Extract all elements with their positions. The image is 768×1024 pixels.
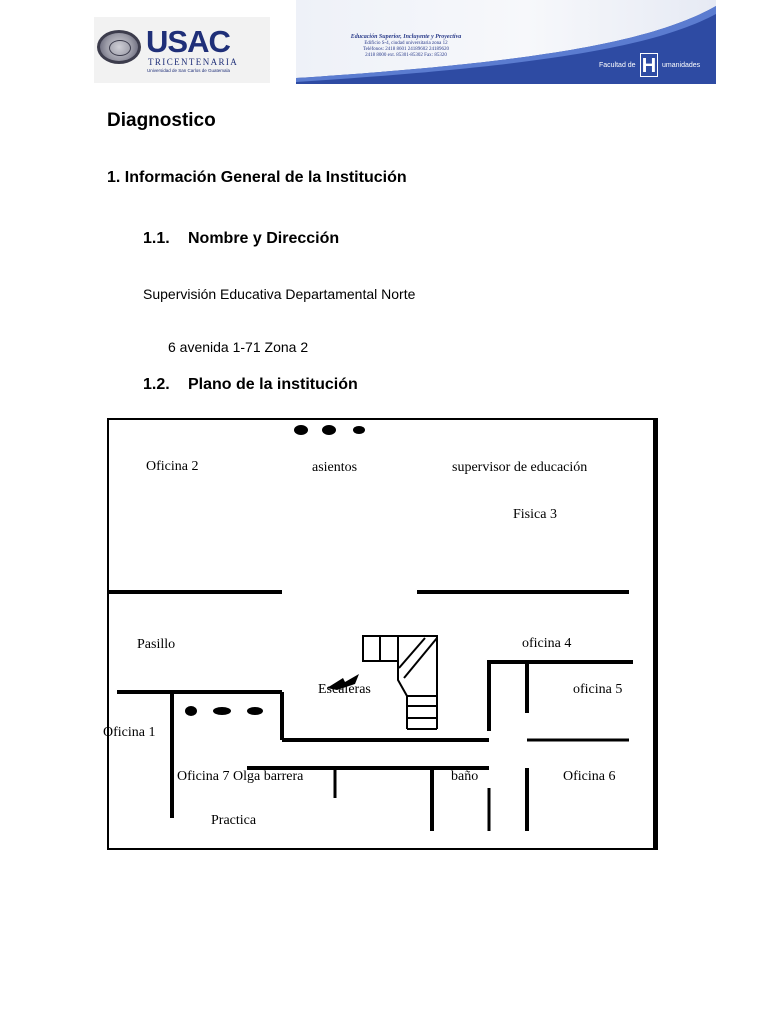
room-label-supervisor: supervisor de educación [452,460,588,475]
document-title: Diagnostico [107,110,216,131]
seat-dot [213,707,231,715]
room-label-asientos: asientos [312,460,358,475]
subsection-number: 1.2. [143,376,170,393]
room-label-escaleras: Escaleras [318,682,371,697]
floor-plan-drawing [107,418,659,850]
faculty-h-logo-icon: H [641,55,657,77]
logo-tagline: Universidad de San Carlos de Guatemala [147,68,231,73]
room-label-oficina-1: Oficina 1 [103,725,156,740]
faculty-label-suffix: umanidades [662,62,701,69]
room-label-fisica-3: Fisica 3 [513,507,557,522]
university-seal-icon [97,30,141,64]
header-contact-block [296,33,516,59]
plan-border [108,419,657,849]
room-label-practica: Practica [211,813,257,828]
room-label-oficina-7: Oficina 7 Olga barrera [177,769,304,784]
seat-dot [247,707,263,715]
room-label-oficina-5: oficina 5 [573,682,623,697]
subsection-title: Nombre y Dirección [188,230,340,247]
seat-dot [294,425,308,435]
section-heading: 1. Información General de la Institución [107,169,407,186]
room-label-bano: baño [451,769,479,784]
phone-line: Teléfonos: 2418 8601 24189602 24189620 [362,47,450,52]
seat-dot [185,706,197,716]
room-label-oficina-2: Oficina 2 [146,459,199,474]
floor-plan [103,418,659,850]
subsection-number: 1.1. [143,230,170,247]
room-label-pasillo: Pasillo [137,637,176,652]
seat-dot [353,426,365,434]
usac-logo [94,17,270,83]
subsection-heading-name-address [143,231,339,247]
faculty-label-prefix: Facultad de [599,62,636,69]
subsection-title: Plano de la institución [188,376,358,393]
room-label-oficina-4: oficina 4 [522,636,572,651]
institution-address: 6 avenida 1-71 Zona 2 [168,339,309,355]
logo-text: USAC [146,24,230,59]
logo-subtitle: TRICENTENARIA [148,57,239,67]
institution-name: Supervisión Educativa Departamental Norte [143,286,416,302]
address-line: Edificio S-4, ciudad universitaria zona 12 [364,41,448,46]
fax-line: 2418 8000 ext. 85301-85302 Fax: 85320 [365,53,447,58]
seat-dot [322,425,336,435]
room-label-oficina-6: Oficina 6 [563,769,616,784]
motto-text: Educación Superior, Incluyente y Proyectiva [350,34,462,40]
staircase-icon [363,636,437,729]
subsection-heading-floor-plan [143,377,358,393]
